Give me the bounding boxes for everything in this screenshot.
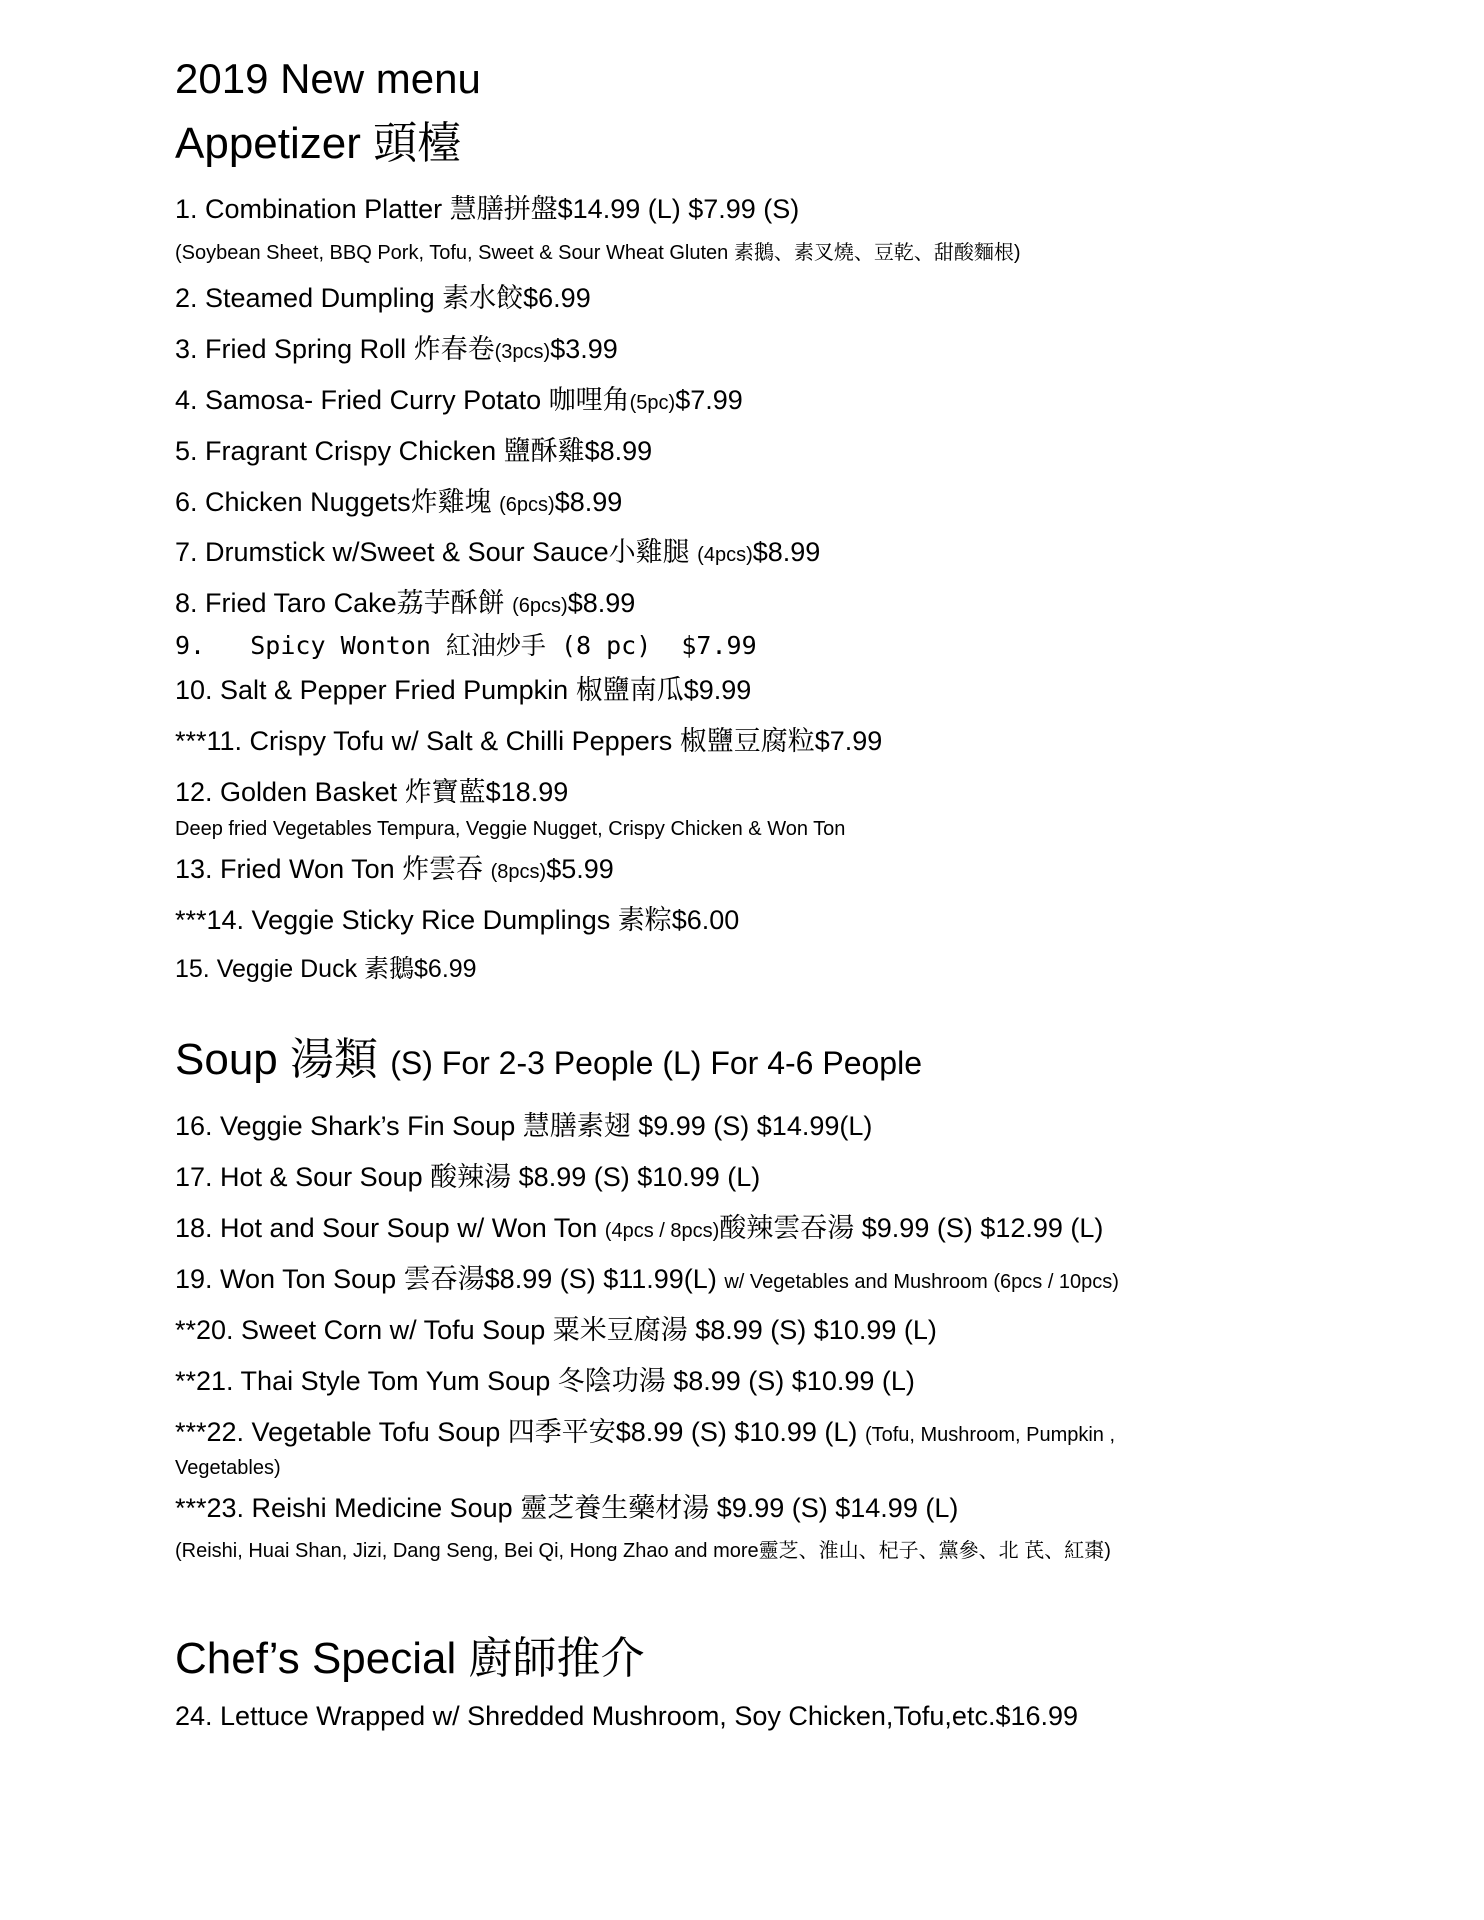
soup-heading-subtitle: (S) For 2-3 People (L) For 4-6 People xyxy=(390,1045,922,1081)
menu-title: 2019 New menu xyxy=(175,55,481,102)
menu-item-14: ***14. Veggie Sticky Rice Dumplings 素粽$6.00 xyxy=(175,905,740,935)
soup-heading xyxy=(175,1035,922,1084)
menu-item-6-name: 6. Chicken Nuggets炸雞塊 xyxy=(175,487,500,517)
soup-item-22 xyxy=(175,1419,1115,1446)
menu-item-6-qty: (6pcs) xyxy=(499,494,555,516)
menu-item-7-name: 7. Drumstick w/Sweet & Sour Sauce小雞腿 xyxy=(175,537,698,567)
menu-item-6-price: $8.99 xyxy=(554,487,623,517)
menu-item-3 xyxy=(175,336,618,363)
menu-item-15: 15. Veggie Duck 素鵝$6.99 xyxy=(175,955,477,983)
soup-item-17: 17. Hot & Sour Soup 酸辣湯 $8.99 (S) $10.99 (L) xyxy=(175,1162,761,1192)
soup-item-23-note: (Reishi, Huai Shan, Jizi, Dang Seng, Bei Qi, Hong Zhao and more靈芝、淮山、杞子、黨參、北 芪、紅棗) xyxy=(175,1540,1111,1562)
menu-item-5: 5. Fragrant Crispy Chicken 鹽酥雞$8.99 xyxy=(175,436,653,466)
soup-heading-title: Soup 湯類 xyxy=(175,1035,391,1084)
menu-item-8-price: $8.99 xyxy=(567,588,636,618)
menu-item-11: ***11. Crispy Tofu w/ Salt & Chilli Peppers 椒鹽豆腐粒$7.99 xyxy=(175,726,883,756)
menu-item-7-price: $8.99 xyxy=(752,537,821,567)
menu-item-2: 2. Steamed Dumpling 素水餃$6.99 xyxy=(175,283,591,313)
soup-item-18-price: 酸辣雲吞湯 $9.99 (S) $12.99 (L) xyxy=(719,1213,1104,1243)
soup-item-18-name: 18. Hot and Sour Soup w/ Won Ton xyxy=(175,1213,605,1243)
menu-item-6 xyxy=(175,489,622,516)
menu-item-13-price: $5.99 xyxy=(546,854,614,884)
menu-item-8 xyxy=(175,590,635,617)
menu-item-10: 10. Salt & Pepper Fried Pumpkin 椒鹽南瓜$9.99 xyxy=(175,675,752,705)
soup-item-22-note-cont: Vegetables) xyxy=(175,1457,281,1479)
menu-item-4-qty: (5pc) xyxy=(629,392,676,414)
menu-item-1: 1. Combination Platter 慧膳拼盤$14.99 (L) $7.99 (S) xyxy=(175,194,800,224)
chef-special-item-24: 24. Lettuce Wrapped w/ Shredded Mushroom, Soy Chicken,Tofu,etc.$16.99 xyxy=(175,1701,1079,1731)
menu-item-12-note: Deep fried Vegetables Tempura, Veggie Nugget, Crispy Chicken & Won Ton xyxy=(175,818,846,840)
menu-item-13 xyxy=(175,856,614,883)
chef-special-heading: Chef’s Special 廚師推介 xyxy=(175,1634,645,1683)
menu-item-7 xyxy=(175,539,820,566)
menu-item-12: 12. Golden Basket 炸寶藍$18.99 xyxy=(175,777,569,807)
soup-item-19-name: 19. Won Ton Soup 雲吞湯$8.99 (S) $11.99(L) xyxy=(175,1264,725,1294)
menu-item-1-note: (Soybean Sheet, BBQ Pork, Tofu, Sweet & Sour Wheat Gluten 素鵝、素叉燒、豆乾、甜酸麵根) xyxy=(175,242,1021,264)
soup-item-19 xyxy=(175,1266,1119,1293)
menu-item-3-price: $3.99 xyxy=(550,334,618,364)
menu-item-8-name: 8. Fried Taro Cake荔芋酥餅 xyxy=(175,588,513,618)
soup-item-18 xyxy=(175,1215,1103,1242)
menu-item-8-qty: (6pcs) xyxy=(512,595,568,617)
menu-item-4-name: 4. Samosa- Fried Curry Potato 咖哩角 xyxy=(175,385,630,415)
menu-item-4 xyxy=(175,387,743,414)
menu-item-9: 9. Spicy Wonton 紅油炒手 (8 pc) $7.99 xyxy=(175,631,757,660)
soup-item-22-name: ***22. Vegetable Tofu Soup 四季平安$8.99 (S) $10.99 (L) xyxy=(175,1417,865,1447)
soup-item-22-note: (Tofu, Mushroom, Pumpkin , xyxy=(864,1424,1116,1446)
soup-item-20: **20. Sweet Corn w/ Tofu Soup 粟米豆腐湯 $8.99 (S) $10.99 (L) xyxy=(175,1315,937,1345)
menu-item-4-price: $7.99 xyxy=(675,385,743,415)
soup-item-16: 16. Veggie Shark’s Fin Soup 慧膳素翅 $9.99 (S) $14.99(L) xyxy=(175,1111,873,1141)
menu-item-13-qty: (8pcs) xyxy=(490,861,547,883)
appetizer-heading: Appetizer 頭檯 xyxy=(175,119,462,168)
soup-item-23: ***23. Reishi Medicine Soup 靈芝養生藥材湯 $9.99 (S) $14.99 (L) xyxy=(175,1493,959,1523)
menu-item-3-qty: (3pcs) xyxy=(494,341,551,363)
soup-item-19-note: w/ Vegetables and Mushroom (6pcs / 10pcs) xyxy=(724,1271,1119,1293)
menu-item-3-name: 3. Fried Spring Roll 炸春卷 xyxy=(175,334,495,364)
soup-item-21: **21. Thai Style Tom Yum Soup 冬陰功湯 $8.99 (S) $10.99 (L) xyxy=(175,1366,915,1396)
menu-item-7-qty: (4pcs) xyxy=(697,544,753,566)
menu-item-13-name: 13. Fried Won Ton 炸雲吞 xyxy=(175,854,491,884)
soup-item-18-qty: (4pcs / 8pcs) xyxy=(604,1220,720,1242)
